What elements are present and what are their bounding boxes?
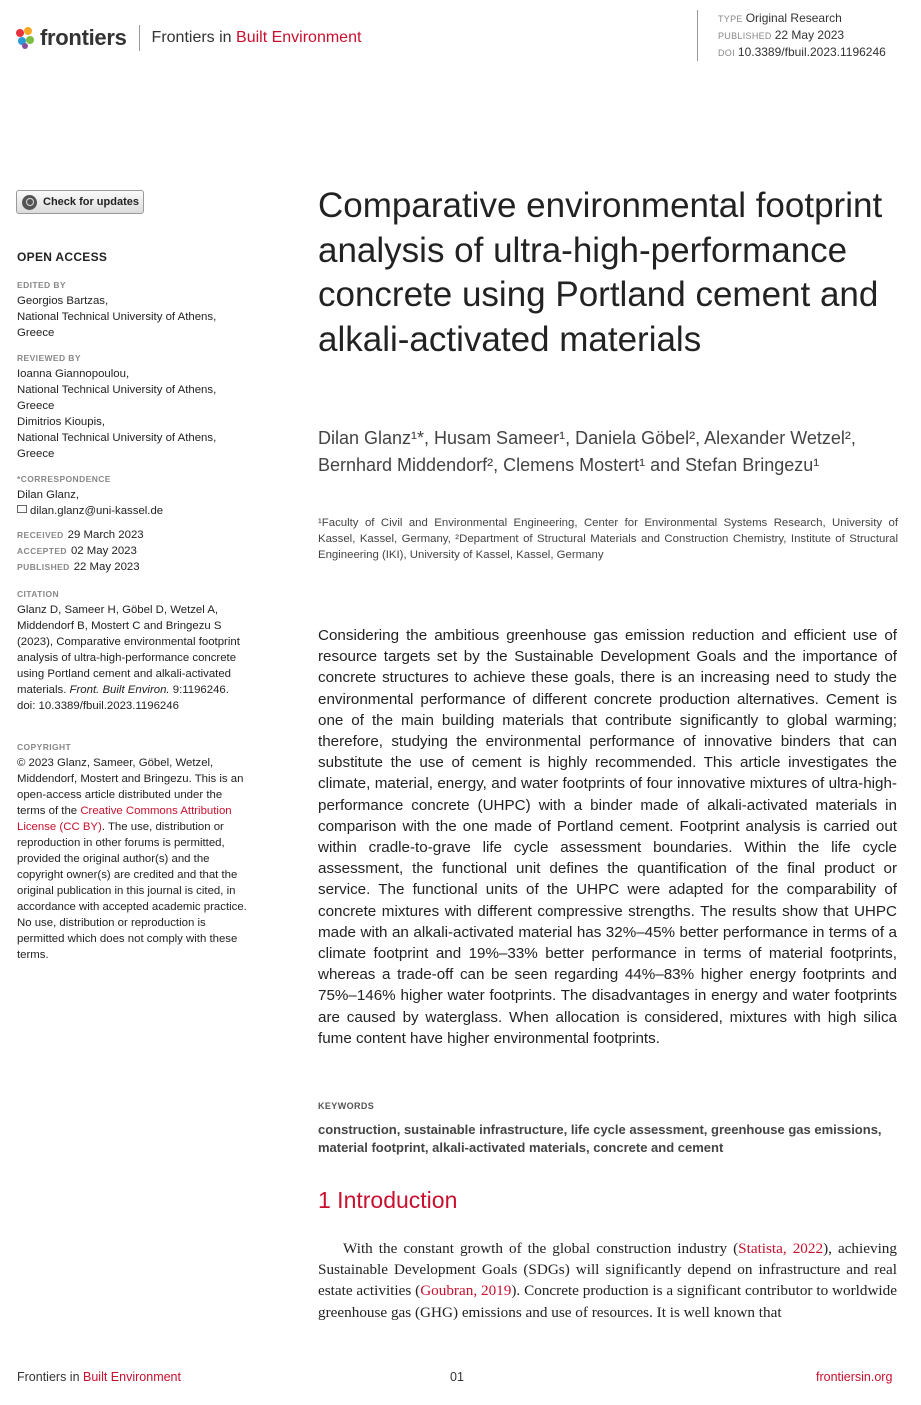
published-date: 22 May 2023 (774, 28, 845, 42)
edited-by-section: EDITED BY Georgios Bartzas, National Technical University of Athens, Greece (17, 280, 217, 339)
open-access-label: OPEN ACCESS (17, 250, 108, 264)
page-number: 01 (450, 1370, 464, 1384)
footer-journal[interactable]: Frontiers in Built Environment (17, 1370, 181, 1384)
citation-doi[interactable]: doi: 10.3389/fbuil.2023.1196246 (17, 700, 179, 712)
divider (139, 25, 140, 51)
license-link[interactable]: Creative Commons Attribution License (CC BY) (17, 805, 232, 833)
refresh-icon (22, 195, 37, 210)
keywords: construction, sustainable infrastructure, life cycle assessment, greenhouse gas emissions, material footprint, alkali-activated materials, concrete and cement (318, 1122, 882, 1155)
published-date-side: 22 May 2023 (73, 561, 140, 573)
abstract: Considering the ambitious greenhouse gas emission reduction and efficient use of resource targets set by the Sustainable Development Goals and the importance of concrete structures to achieve these goals, there is an increasing need to study the environmental performance of different concrete production alternatives. Cement is one of the main building materials that contribute significantly to global warming; therefore, studying the environmental performance of innovative binders that can substitute the use of cement is highly recommended. This article investigates the climate, material, energy, and water footprints of four innovative mixtures of ultra-high-performance concrete (UHPC) with a binder made of alkali-activated materials in comparison with the one made of Portland cement. Footprint analysis is carried out within cradle-to-grave life cycle assessment boundaries. Within the life cycle assessment, the functional unit defines the quantification of the final product or service. The functional units of the UHPC were adapted for the comparability of concrete mixtures with different compressive strengths. The results show that UHPC made with an alkali-activated material has 32%–45% better performance in terms of a climate footprint and 19%–33% better performance in terms of material footprints, whereas a trade-off can be seen regarding 44%–83% higher energy footprints and 75%–146% higher water footprints. The disadvantages in energy and water footprints are caused by waterglass. When allocation is considered, mixtures with high silica fume content have higher environmental footprints. (318, 627, 897, 1047)
citation-link-goubran[interactable]: Goubran, 2019 (420, 1282, 512, 1300)
accepted-date: 02 May 2023 (70, 545, 137, 557)
doi-link[interactable]: 10.3389/fbuil.2023.1196246 (737, 45, 886, 59)
article-title: Comparative environmental footprint analysis of ultra-high-performance concrete using Portland cement and alkali-activated materials (318, 186, 883, 359)
frontiers-logo-icon (16, 27, 36, 49)
frontiers-logo[interactable] (16, 24, 361, 52)
copyright-section: COPYRIGHT © 2023 Glanz, Sameer, Göbel, Wetzel, Middendorf, Mostert and Bringezu. This is an open-access article distributed under the terms of the Creative Commons Attribution License (CC BY). The use, distribution or reproduction in other forums is permitted, provided the original author(s) and the copyright owner(s) are credited and that the original publication in this journal is cited, in accordance with accepted academic practice. No use, distribution or reproduction is permitted which does not comply with these terms. (17, 742, 247, 961)
reviewed-by-section: REVIEWED BY Ioanna Giannopoulou, National Technical University of Athens, Greece Dimitrios Kioupis, National Technical University of Athens, Greece (17, 353, 217, 460)
introduction-paragraph: With the constant growth of the global construction industry (Statista, 2022), achieving Sustainable Development Goals (SDGs) will significantly depend on infrastructure and real estate activities (Goubran, 2019). Concrete production is a significant contributor to worldwide greenhouse gas (GHG) emissions and use of resources. It is well known that (318, 1240, 897, 1321)
keywords-heading: KEYWORDS (318, 1101, 375, 1111)
email-link[interactable]: dilan.glanz@uni-kassel.de (30, 505, 164, 517)
article-type: Original Research (745, 11, 842, 25)
section-heading-introduction: 1 Introduction (318, 1187, 458, 1213)
author-list: Dilan Glanz¹*, Husam Sameer¹, Daniela Göbel², Alexander Wetzel², Bernhard Middendorf², Clemens Mostert¹ and Stefan Bringezu¹ (318, 428, 856, 475)
journal-name[interactable]: Frontiers in Built Environment (151, 29, 362, 46)
mail-icon (17, 505, 27, 513)
correspondence-section: *CORRESPONDENCE Dilan Glanz, dilan.glanz@uni-kassel.de (17, 474, 164, 517)
citation-link-statista[interactable]: Statista, 2022 (738, 1240, 824, 1257)
dates-section: RECEIVED 29 March 2023 ACCEPTED 02 May 2023 PUBLISHED 22 May 2023 (17, 529, 144, 573)
received-date: 29 March 2023 (67, 529, 144, 541)
footer-site-link[interactable]: frontiersin.org (816, 1370, 893, 1384)
citation-section: CITATION Glanz D, Sameer H, Göbel D, Wetzel A, Middendorf B, Mostert C and Bringezu S (2023), Comparative environmental footprint analysis of ultra-high-performance concrete using Portland cement and alkali-activated materials. Front. Built Environ. 9:1196246. doi: 10.3389/fbuil.2023.1196246 (17, 586, 245, 714)
article-meta: TYPE Original Research PUBLISHED 22 May 2023 DOI 10.3389/fbuil.2023.1196246 (697, 10, 886, 61)
check-for-updates-button[interactable]: Check for updates (16, 190, 144, 214)
affiliations: ¹Faculty of Civil and Environmental Engineering, Center for Environmental Systems Research, University of Kassel, Kassel, Germany, ²Department of Structural Materials and Construction Chemistry, Institute of Structural Engineering (IKI), University of Kassel, Kassel, Germany (318, 517, 898, 561)
brand-name: frontiers (40, 25, 127, 50)
